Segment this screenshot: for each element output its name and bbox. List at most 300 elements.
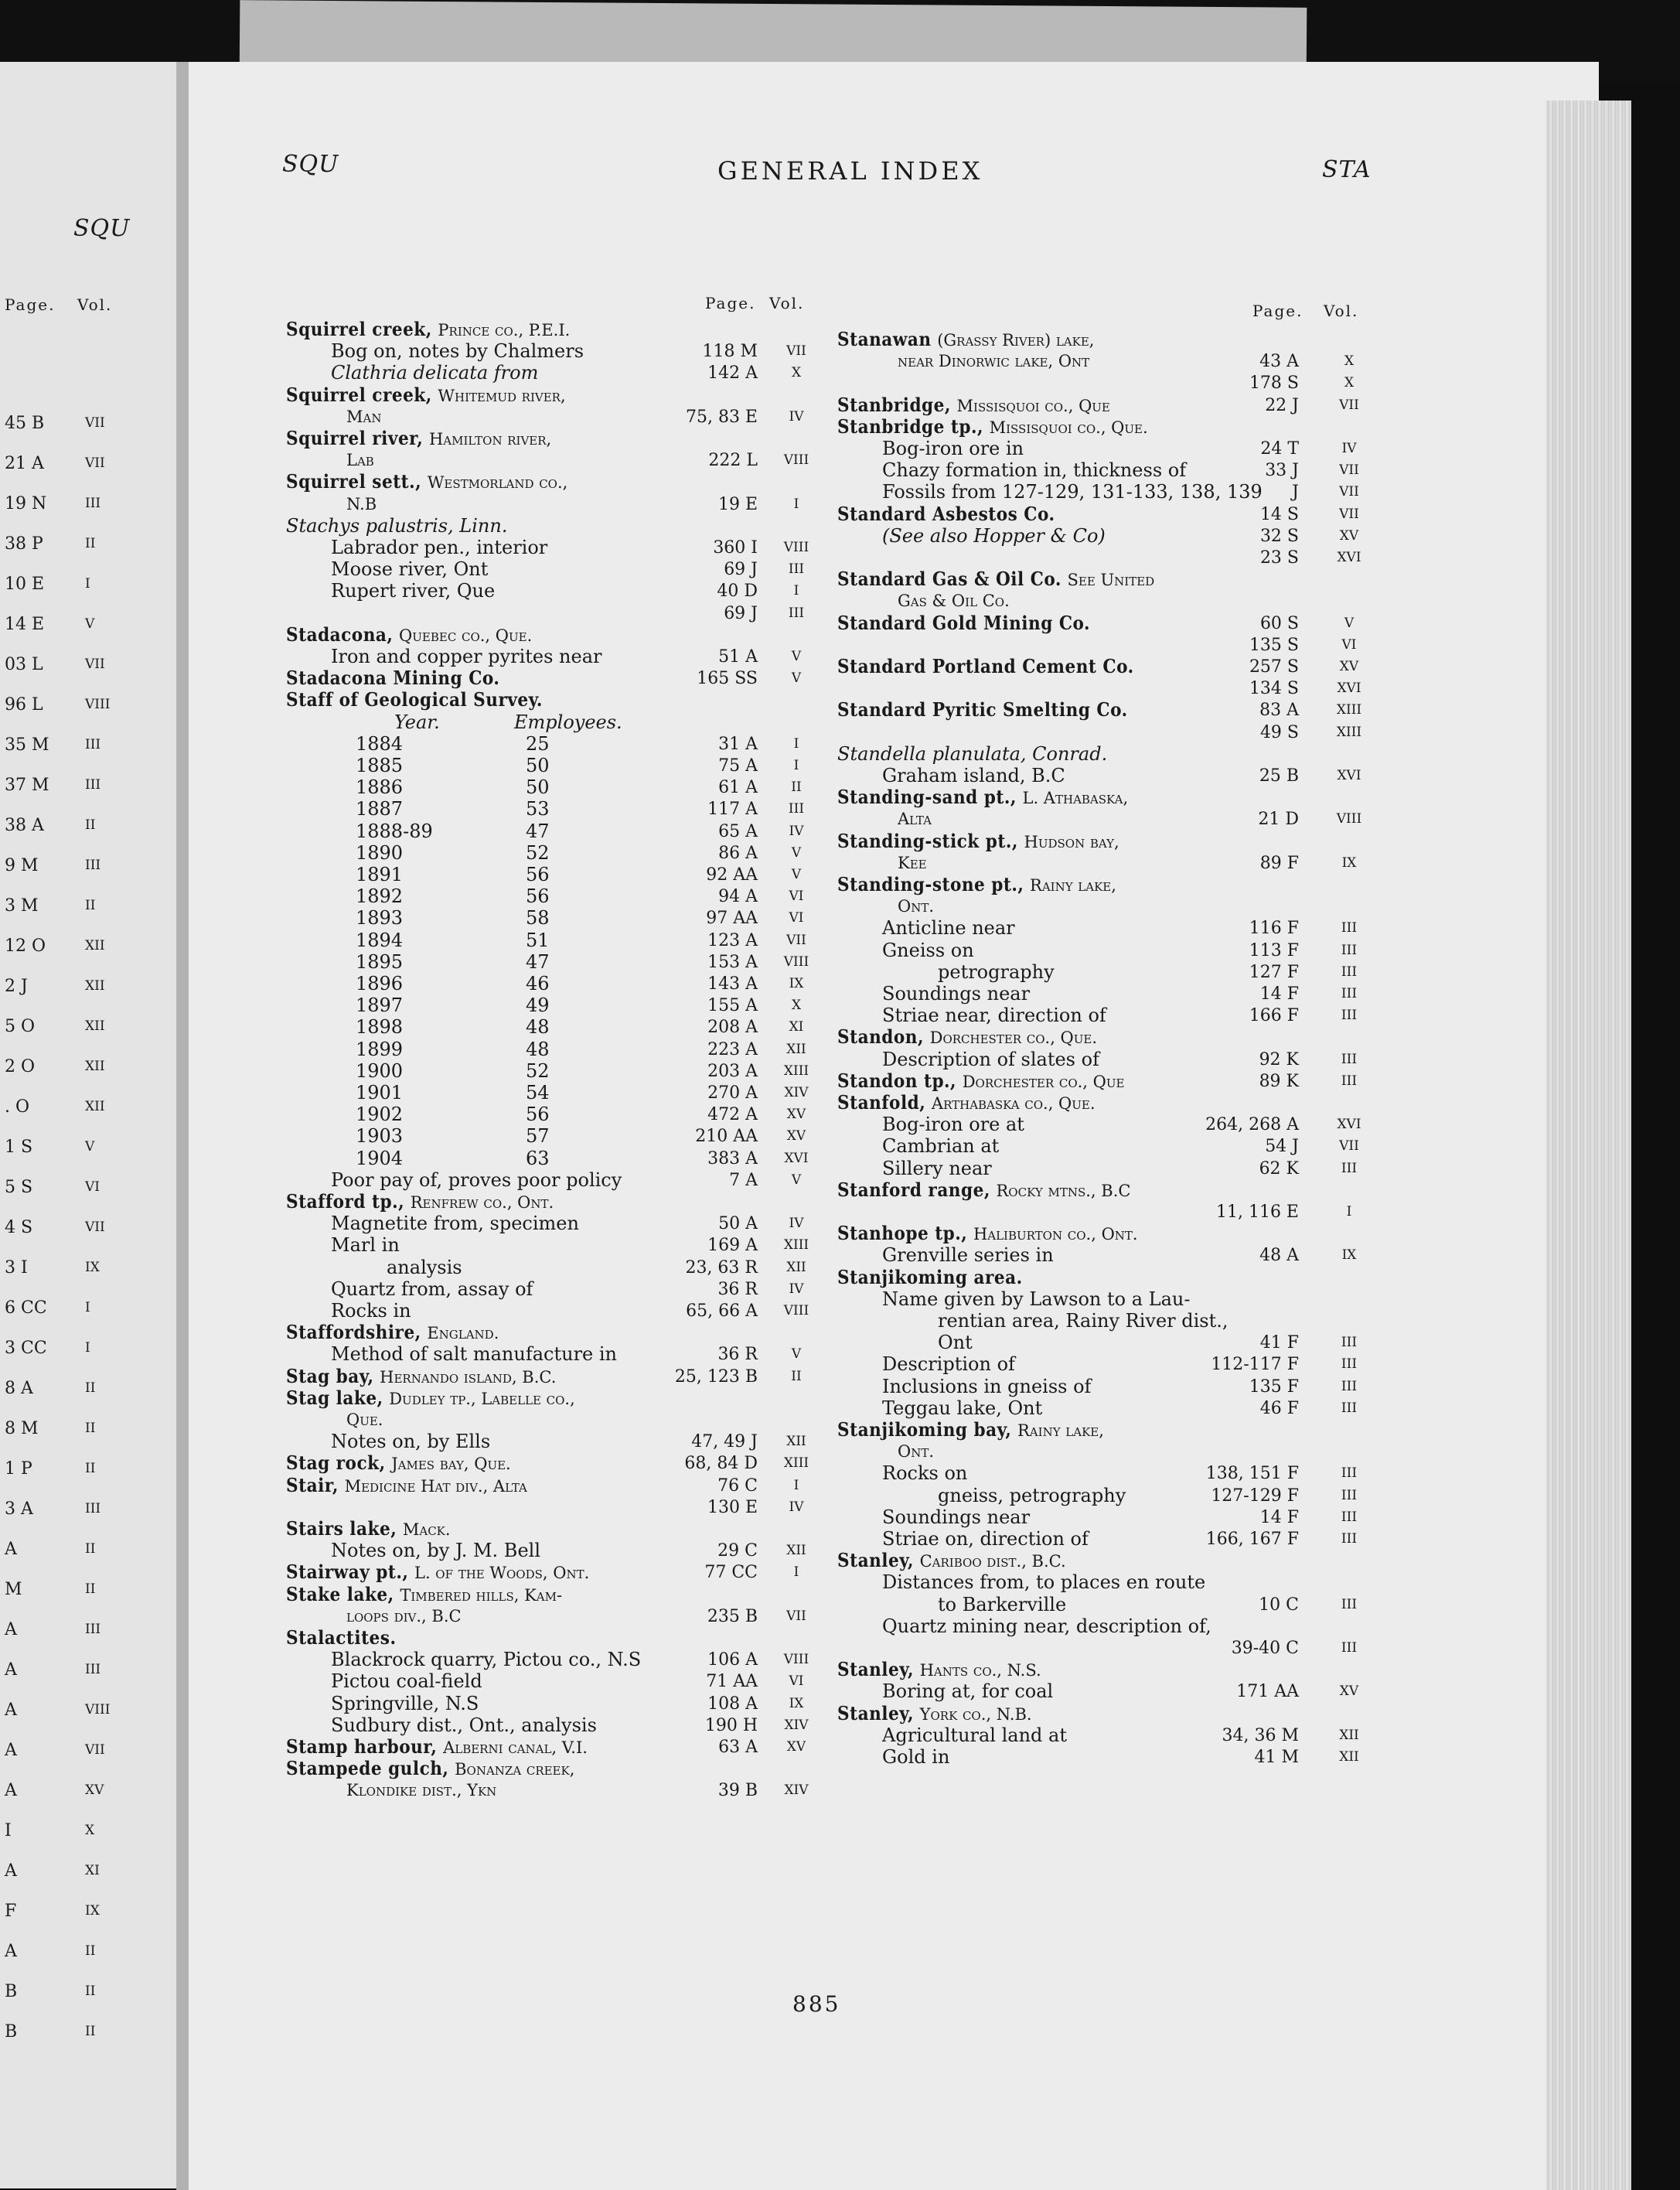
entry-volume-ref: XII <box>786 1259 806 1275</box>
index-entry-line <box>837 874 1116 896</box>
entry-volume-ref: X <box>791 365 802 381</box>
index-entry-line <box>837 1092 1096 1114</box>
left-page-ref: 5 O <box>5 1017 36 1036</box>
entry-location: See United <box>1067 571 1155 590</box>
entry-continuation: Kee <box>898 853 927 872</box>
entry-headword: Stampede gulch, <box>286 1757 449 1780</box>
entry-location: L. of the Woods, Ont. <box>414 1564 590 1583</box>
entry-page-ref: 65, 66 A <box>686 1301 758 1321</box>
entry-page-ref: 25, 123 B <box>674 1366 758 1387</box>
entry-subitem: Rocks on <box>882 1462 968 1485</box>
index-entry-line <box>286 1322 499 1344</box>
entry-volume-ref: III <box>1341 1073 1358 1089</box>
entry-headword: Stanley, <box>837 1658 914 1681</box>
entry-volume-ref: XIII <box>783 1455 809 1472</box>
entry-volume-ref: XV <box>1339 527 1359 544</box>
left-page-vol: II <box>85 817 96 833</box>
staff-employee-count: 46 <box>526 973 550 994</box>
entry-page-ref: 472 A <box>707 1105 758 1125</box>
entry-page-ref: 10 C <box>1259 1595 1299 1615</box>
entry-volume-ref: VII <box>1339 462 1359 479</box>
entry-continuation: Lab <box>346 451 374 470</box>
entry-page-ref: 65 A <box>718 821 758 841</box>
left-page-vol: VI <box>85 1179 100 1195</box>
entry-page-ref: 165 SS <box>697 669 758 689</box>
staff-employee-count: 58 <box>526 907 550 930</box>
entry-page-ref: 113 F <box>1249 940 1299 960</box>
entry-headword: Stag bay, <box>286 1364 374 1387</box>
left-page-ref: 12 O <box>5 936 46 956</box>
entry-page-ref: 14 F <box>1259 984 1299 1004</box>
entry-headword: Staff of Geological Survey. <box>286 688 543 711</box>
entry-page-ref: 25 B <box>1259 766 1299 786</box>
entry-page-ref: 135 F <box>1249 1376 1299 1397</box>
entry-page-ref: 11, 116 E <box>1215 1202 1299 1222</box>
entry-volume-ref: VII <box>1339 484 1359 500</box>
index-entry-line <box>286 1584 562 1606</box>
entry-subitem: Description of <box>882 1353 1015 1376</box>
entry-location: Hudson bay, <box>1024 832 1119 851</box>
entry-page-ref: 116 F <box>1249 919 1299 939</box>
entry-location: Arthabaska co., Que. <box>931 1094 1096 1113</box>
entry-page-ref: 190 H <box>704 1715 758 1735</box>
entry-subitem: Bog on, notes by Chalmers <box>331 340 584 363</box>
entry-page-ref: 142 A <box>707 363 758 384</box>
entry-volume-ref: XII <box>786 1434 806 1450</box>
entry-page-ref: 153 A <box>707 952 758 972</box>
entry-volume-ref: XIV <box>784 1085 809 1100</box>
left-page-ref: 10 E <box>5 575 45 594</box>
entry-volume-ref: VII <box>1339 1138 1359 1155</box>
entry-page-ref: 75, 83 E <box>685 407 758 427</box>
index-entry-line <box>286 1452 511 1475</box>
entry-continuation: Que. <box>346 1411 383 1429</box>
entry-volume-ref: I <box>793 496 799 512</box>
left-page-vol: V <box>85 616 95 632</box>
staff-year: 1887 <box>356 798 404 820</box>
entry-headword: Stair, <box>286 1473 339 1496</box>
entry-subitem: Bog-iron ore at <box>882 1114 1024 1136</box>
entry-volume-ref: XIII <box>783 1237 809 1254</box>
entry-subitem: Fossils from 127-129, 131-133, 138, 139 <box>882 481 1263 503</box>
entry-volume-ref: XIV <box>784 1782 809 1799</box>
entry-page-ref: 169 A <box>707 1236 758 1256</box>
entry-volume-ref: I <box>793 583 799 599</box>
entry-page-ref: 41 M <box>1254 1748 1299 1767</box>
staff-employee-count: 54 <box>526 1082 550 1104</box>
left-page-ref: 2 J <box>5 977 28 996</box>
entry-page-ref: 36 R <box>717 1345 758 1365</box>
left-col-page-header: Page. <box>705 294 756 312</box>
entry-page-ref: 166, 167 F <box>1205 1530 1299 1549</box>
entry-headword: Standard Pyritic Smelting Co. <box>837 698 1128 721</box>
entry-volume-ref: III <box>788 561 805 578</box>
entry-volume-ref: X <box>1344 353 1355 370</box>
entry-volume-ref: III <box>1341 1335 1358 1351</box>
left-page-vol: III <box>85 496 101 511</box>
left-page-ref: 1 P <box>5 1459 32 1479</box>
entry-page-ref: 127 F <box>1249 962 1299 982</box>
left-page-vol: II <box>85 898 96 913</box>
index-entry-line <box>286 1736 588 1758</box>
index-entry-line <box>286 1387 575 1410</box>
entry-volume-ref: IX <box>789 1695 804 1711</box>
entry-location: Dorchester co., Que <box>962 1072 1125 1091</box>
entry-subitem-continued: Ont <box>938 1332 973 1354</box>
entry-volume-ref: VI <box>789 889 804 905</box>
entry-volume-ref: III <box>1341 1400 1358 1416</box>
entry-headword: Standon tp., <box>837 1069 957 1092</box>
entry-headword: Stadacona, <box>286 623 394 646</box>
left-page <box>0 62 200 2188</box>
left-page-vol: II <box>85 1943 96 1959</box>
entry-page-ref: 48 A <box>1259 1246 1299 1266</box>
page-edges <box>1546 101 1631 2190</box>
index-entry-line <box>837 1550 1066 1572</box>
left-page-vol: I <box>85 1300 90 1315</box>
entry-volume-ref: VIII <box>783 1652 809 1668</box>
entry-subitem: Labrador pen., interior <box>331 537 548 558</box>
entry-volume-ref: XV <box>786 1128 806 1144</box>
entry-location: (Grassy River) lake, <box>937 331 1095 350</box>
entry-location: Hernando island, B.C. <box>380 1367 557 1387</box>
entry-page-ref: 24 T <box>1260 439 1299 459</box>
entry-headword: Stanley, <box>837 1701 914 1724</box>
entry-headword: Standing-sand pt., <box>837 786 1017 809</box>
left-page-vol: II <box>85 2024 96 2039</box>
staff-year: 1892 <box>356 885 404 908</box>
entry-subitem: Rupert river, Que <box>331 580 496 602</box>
entry-volume-ref: XIII <box>1336 702 1362 718</box>
left-page-ref: 3 M <box>5 896 39 916</box>
page-number: 885 <box>792 1991 841 2017</box>
entry-continuation: Ont. <box>898 1442 935 1462</box>
index-entry-line <box>286 624 532 646</box>
entry-volume-ref: III <box>788 801 805 817</box>
entry-page-ref: 49 S <box>1259 722 1299 742</box>
entry-volume-ref: XII <box>1339 1749 1359 1765</box>
left-page-vol: XV <box>85 1782 104 1798</box>
entry-headword: Staffordshire, <box>286 1321 421 1344</box>
left-page-ref: A <box>5 1861 17 1881</box>
entry-volume-ref: VII <box>1339 506 1359 522</box>
entry-headword: Stalactites. <box>286 1626 397 1649</box>
index-entry-line <box>837 1703 1032 1725</box>
entry-page-ref: 41 F <box>1259 1333 1299 1353</box>
index-entry-line <box>837 786 1128 809</box>
entry-volume-ref: VI <box>789 1673 804 1690</box>
entry-location: Missisquoi co., Que. <box>989 418 1148 437</box>
index-entry-line <box>837 1179 1130 1202</box>
entry-page-ref: 264, 268 A <box>1205 1115 1299 1135</box>
entry-page-ref: J <box>1292 483 1299 503</box>
entry-location: England. <box>427 1324 499 1343</box>
left-page-vol: II <box>85 1421 96 1436</box>
entry-volume-ref: XII <box>786 1041 806 1057</box>
entry-page-ref: 135 S <box>1249 635 1299 655</box>
staff-year: 1902 <box>356 1104 404 1126</box>
entry-subitem: Method of salt manufacture in <box>331 1343 618 1366</box>
entry-headword: Stanhope tp., <box>837 1222 968 1245</box>
left-page-vol: I <box>85 576 90 592</box>
entry-volume-ref: I <box>793 758 799 773</box>
entry-volume-ref: VIII <box>1336 811 1362 827</box>
left-page-ref: 96 L <box>5 695 43 715</box>
entry-page-ref: 138, 151 F <box>1205 1464 1299 1484</box>
entry-location: Hamilton river, <box>428 430 552 449</box>
left-page-vol: I <box>85 1340 90 1356</box>
entry-location: Timbered hills, Kam- <box>400 1585 563 1605</box>
entry-page-ref: 69 J <box>724 560 758 580</box>
staff-employee-count: 56 <box>526 864 550 885</box>
entry-species-heading: Standella planulata, Conrad. <box>837 742 1108 765</box>
left-page-ref: M <box>5 1580 22 1599</box>
entry-page-ref: 39 B <box>717 1781 758 1801</box>
entry-page-ref: 69 J <box>724 603 758 623</box>
entry-page-ref: 155 A <box>707 996 758 1016</box>
entry-page-ref: 89 F <box>1259 853 1299 873</box>
left-page-vol: XII <box>85 1018 105 1034</box>
left-page-vol: IX <box>85 1903 100 1919</box>
entry-volume-ref: III <box>1341 1509 1358 1525</box>
entry-subitem: Quartz from, assay of <box>331 1278 533 1300</box>
entry-volume-ref: VI <box>789 910 804 926</box>
entry-subitem: Rocks in <box>331 1300 411 1322</box>
left-page-ref: 37 M <box>5 776 49 795</box>
entry-subitem: Cambrian at <box>882 1135 1000 1158</box>
entry-subitem: Moose river, Ont <box>331 558 489 581</box>
entry-volume-ref: V <box>791 867 802 882</box>
left-page-vol: XII <box>85 1059 105 1074</box>
entry-page-ref: 76 C <box>717 1475 758 1496</box>
entry-subitem: Iron and copper pyrites near <box>331 646 602 667</box>
index-entry-line <box>286 428 551 450</box>
left-page-vol: VII <box>85 455 105 471</box>
entry-location: Prince co., P.E.I. <box>438 321 571 339</box>
left-page-vol: III <box>85 1622 101 1637</box>
entry-subitem: Inclusions in gneiss of <box>882 1375 1092 1397</box>
entry-location: Rainy lake, <box>1030 876 1116 895</box>
entry-page-ref: 222 L <box>708 451 758 471</box>
left-page-vol: XII <box>85 978 105 994</box>
left-page-vol: II <box>85 1541 96 1557</box>
left-page-vol: III <box>85 1662 101 1677</box>
index-entry-line <box>837 1267 1023 1288</box>
entry-location: Dorchester co., Que. <box>929 1028 1098 1048</box>
left-page-ref: 38 P <box>5 534 43 554</box>
index-entry-line <box>286 1627 396 1649</box>
index-entry-line <box>286 471 567 493</box>
entry-volume-ref: VI <box>1341 636 1357 653</box>
entry-volume-ref: III <box>1341 1487 1358 1503</box>
entry-page-ref: 71 AA <box>706 1672 758 1692</box>
index-entry-line <box>837 568 1154 591</box>
entry-volume-ref: III <box>1341 964 1358 980</box>
entry-volume-ref: VIII <box>783 953 809 970</box>
entry-location: James bay, Que. <box>391 1455 511 1474</box>
entry-page-ref: 92 K <box>1259 1049 1299 1069</box>
entry-volume-ref: III <box>1341 1465 1358 1482</box>
left-page-ref: 3 CC <box>5 1339 47 1358</box>
entry-page-ref: 89 K <box>1259 1071 1299 1091</box>
left-page-ref: A <box>5 1942 17 1961</box>
entry-volume-ref: XVI <box>1337 1117 1361 1133</box>
left-page-vol: VII <box>85 1742 105 1758</box>
entry-page-ref: 63 A <box>718 1738 758 1757</box>
entry-volume-ref: XVI <box>1337 550 1361 565</box>
entry-headword: Standing-stone pt., <box>837 873 1024 895</box>
entry-subitem: Soundings near <box>882 1506 1031 1528</box>
index-entry-line <box>837 656 1134 677</box>
entry-volume-ref: XV <box>786 1107 806 1123</box>
entry-subitem: Distances from, to places en route <box>882 1571 1206 1594</box>
left-page-vol: II <box>85 1380 96 1396</box>
running-head-left: SQU <box>282 151 339 178</box>
entry-page-ref: 108 A <box>707 1694 758 1714</box>
entry-page-ref: 112-117 F <box>1211 1355 1299 1375</box>
index-entry-line <box>837 1026 1097 1049</box>
entry-page-ref: 123 A <box>707 930 758 950</box>
entry-page-ref: 75 A <box>718 756 758 776</box>
entry-page-ref: 130 E <box>707 1497 758 1517</box>
year-column-header: Year. <box>394 711 440 733</box>
entry-subitem: Notes on, by J. M. Bell <box>331 1540 540 1562</box>
entry-headword: Standard Asbestos Co. <box>837 502 1055 525</box>
index-entry-line <box>286 1758 574 1780</box>
left-page-ref: 3 A <box>5 1499 33 1519</box>
left-page-ref: B <box>5 1982 18 2001</box>
entry-headword: Stanford range, <box>837 1178 990 1201</box>
entry-volume-ref: III <box>1341 1051 1358 1067</box>
entry-volume-ref: VIII <box>783 452 809 469</box>
entry-volume-ref: V <box>1344 615 1355 631</box>
entry-headword: Stanbridge tp., <box>837 414 983 438</box>
entry-location: York co., N.B. <box>919 1704 1032 1724</box>
entry-page-ref: 223 A <box>707 1039 758 1059</box>
left-page-ref: . O <box>5 1097 30 1117</box>
entry-location: Rainy lake, <box>1017 1421 1104 1440</box>
entry-headword: Stamp harbour, <box>286 1735 438 1758</box>
entry-volume-ref: IV <box>789 823 804 839</box>
entry-location: Hants co., N.S. <box>919 1661 1041 1680</box>
entry-subitem-continued: analysis <box>387 1256 462 1278</box>
entry-headword: Standard Portland Cement Co. <box>837 655 1134 677</box>
entry-headword: Standing-stick pt., <box>837 829 1018 852</box>
entry-page-ref: 270 A <box>707 1083 758 1103</box>
entry-location: Haliburton co., Ont. <box>973 1225 1138 1244</box>
entry-volume-ref: V <box>791 670 802 687</box>
entry-continuation: Klondike dist., Ykn <box>346 1781 497 1800</box>
entry-page-ref: 60 S <box>1259 613 1299 633</box>
entry-page-ref: 40 D <box>717 582 758 602</box>
left-page-ref: 38 A <box>5 816 44 835</box>
staff-employee-count: 48 <box>526 1016 550 1039</box>
entry-subitem: Bog-iron ore in <box>882 438 1024 459</box>
entry-page-ref: 21 D <box>1258 810 1299 830</box>
entry-volume-ref: VIII <box>783 1303 809 1318</box>
staff-employee-count: 56 <box>526 1104 550 1126</box>
entry-location: Mack. <box>402 1520 451 1539</box>
entry-volume-ref: III <box>1341 1008 1358 1024</box>
entry-page-ref: 7 A <box>729 1170 758 1190</box>
staff-employee-count: 63 <box>526 1147 550 1169</box>
staff-year: 1891 <box>356 864 404 885</box>
entry-page-ref: 14 F <box>1259 1507 1299 1527</box>
employees-column-header: Employees. <box>514 711 622 733</box>
entry-volume-ref: XV <box>1339 1683 1359 1700</box>
entry-subitem: Quartz mining near, description of, <box>882 1615 1211 1637</box>
entry-page-ref: 166 F <box>1249 1006 1299 1026</box>
entry-headword: Squirrel creek, <box>286 383 432 406</box>
left-page-ref: 35 M <box>5 735 49 755</box>
entry-volume-ref: III <box>1341 1378 1358 1394</box>
entry-volume-ref: XIII <box>1336 724 1362 740</box>
index-entry-line <box>286 1475 527 1497</box>
entry-continuation: Ont. <box>898 897 935 916</box>
entry-subitem-continued: petrography <box>938 960 1055 983</box>
entry-volume-ref: XIV <box>784 1717 809 1733</box>
entry-page-ref: 31 A <box>718 734 758 754</box>
staff-employee-count: 57 <box>526 1125 550 1148</box>
entry-page-ref: 208 A <box>707 1018 758 1038</box>
left-page-vol: II <box>85 1581 96 1597</box>
entry-subitem: Striae near, direction of <box>882 1005 1106 1027</box>
entry-subitem: Grenville series in <box>882 1244 1054 1267</box>
entry-subitem: Pictou coal-field <box>331 1670 482 1693</box>
left-page-ref: 5 S <box>5 1178 33 1197</box>
index-entry-line <box>837 503 1055 525</box>
entry-page-ref: 117 A <box>707 800 758 820</box>
entry-page-ref: 118 M <box>702 342 758 362</box>
entry-volume-ref: I <box>1346 1204 1352 1220</box>
staff-employee-count: 47 <box>526 950 550 973</box>
entry-page-ref: 210 AA <box>695 1127 758 1147</box>
entry-volume-ref: I <box>793 1564 799 1581</box>
staff-year: 1890 <box>356 841 404 864</box>
right-col-vol-header: Vol. <box>1324 302 1359 320</box>
entry-volume-ref: V <box>791 1346 802 1363</box>
staff-year: 1894 <box>356 929 404 951</box>
entry-subitem: Blackrock quarry, Pictou co., N.S <box>331 1649 642 1671</box>
entry-volume-ref: XIII <box>783 1063 809 1079</box>
entry-subitem: Clathria delicata from <box>331 362 539 384</box>
index-entry-line <box>837 612 1090 634</box>
entry-volume-ref: IV <box>789 408 804 425</box>
index-entry-line <box>286 1366 556 1388</box>
entry-headword: Stag rock, <box>286 1451 386 1475</box>
entry-volume-ref: II <box>791 1368 802 1384</box>
entry-subitem: Striae on, direction of <box>882 1528 1089 1550</box>
entry-headword: Stanawan <box>837 328 932 350</box>
entry-page-ref: 62 K <box>1259 1158 1299 1179</box>
staff-employee-count: 56 <box>526 885 550 908</box>
index-entry-line <box>286 1518 451 1540</box>
left-page-ref: 21 A <box>5 454 44 473</box>
entry-volume-ref: III <box>1341 1531 1358 1547</box>
index-entry-line <box>837 1659 1041 1681</box>
entry-subitem: Chazy formation in, thickness of <box>882 459 1187 482</box>
entry-headword: Squirrel creek, <box>286 318 432 340</box>
staff-year: 1899 <box>356 1038 404 1060</box>
left-page-ref: 8 A <box>5 1379 33 1398</box>
entry-subitem: Springville, N.S <box>331 1692 479 1714</box>
index-entry-line <box>837 329 1094 351</box>
entry-volume-ref: II <box>791 779 802 796</box>
left-page-vol: VII <box>85 415 105 431</box>
staff-year: 1888-89 <box>356 820 433 842</box>
entry-headword: Stairs lake, <box>286 1517 397 1540</box>
entry-page-ref: 14 S <box>1259 504 1299 524</box>
